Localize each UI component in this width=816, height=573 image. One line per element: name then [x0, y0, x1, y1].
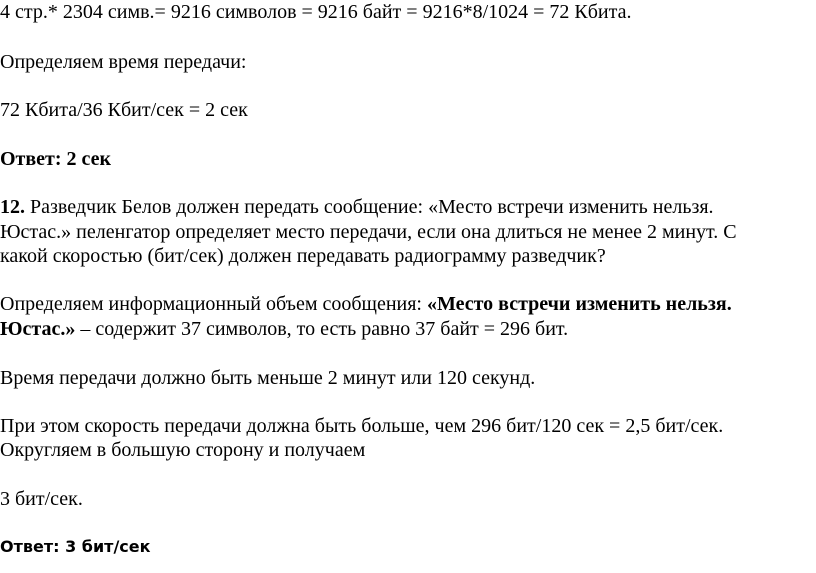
message-quote-start: «Место встречи изменить нельзя. — [426, 293, 732, 315]
speed-result-line: 3 бит/сек. — [0, 488, 83, 510]
step-heading-time: Определяем время передачи: — [0, 51, 247, 73]
task-12-line-2: Юстас.» пеленгатор определяет место передачи, если она длиться не менее 2 минут. С — [0, 221, 737, 243]
speed-calc-line: При этом скорость передачи должна быть больше, чем 296 бит/120 сек = 2,5 бит/сек. — [0, 415, 724, 437]
info-volume-label: Определяем информационный объем сообщения: — [0, 293, 427, 315]
task-text: Разведчик Белов должен передать сообщение: «Место встречи изменить нельзя. — [25, 196, 714, 218]
message-quote-end: Юстас.» — [0, 318, 76, 340]
time-limit-line: Время передачи должно быть меньше 2 минут или 120 секунд. — [0, 367, 536, 389]
info-volume-result: – содержит 37 символов, то есть равно 37 байт = 296 бит. — [75, 318, 569, 340]
answer-2: Ответ: 3 бит/сек — [0, 537, 151, 556]
task-12-line-3: какой скоростью (бит/сек) должен передавать радиограмму разведчик? — [0, 245, 606, 267]
info-volume-line-2 — [0, 317, 568, 341]
calc-line-2: 72 Кбита/36 Кбит/сек = 2 сек — [0, 99, 248, 121]
answer-1: Ответ: 2 сек — [0, 148, 112, 170]
info-volume-line-1 — [0, 292, 732, 316]
task-12-line-1 — [0, 195, 714, 219]
task-number: 12. — [0, 196, 25, 218]
rounding-line: Округляем в большую сторону и получаем — [0, 439, 366, 461]
calc-line-1: 4 стр.* 2304 симв.= 9216 символов = 9216 байт = 9216*8/1024 = 72 Кбита. — [0, 1, 632, 23]
